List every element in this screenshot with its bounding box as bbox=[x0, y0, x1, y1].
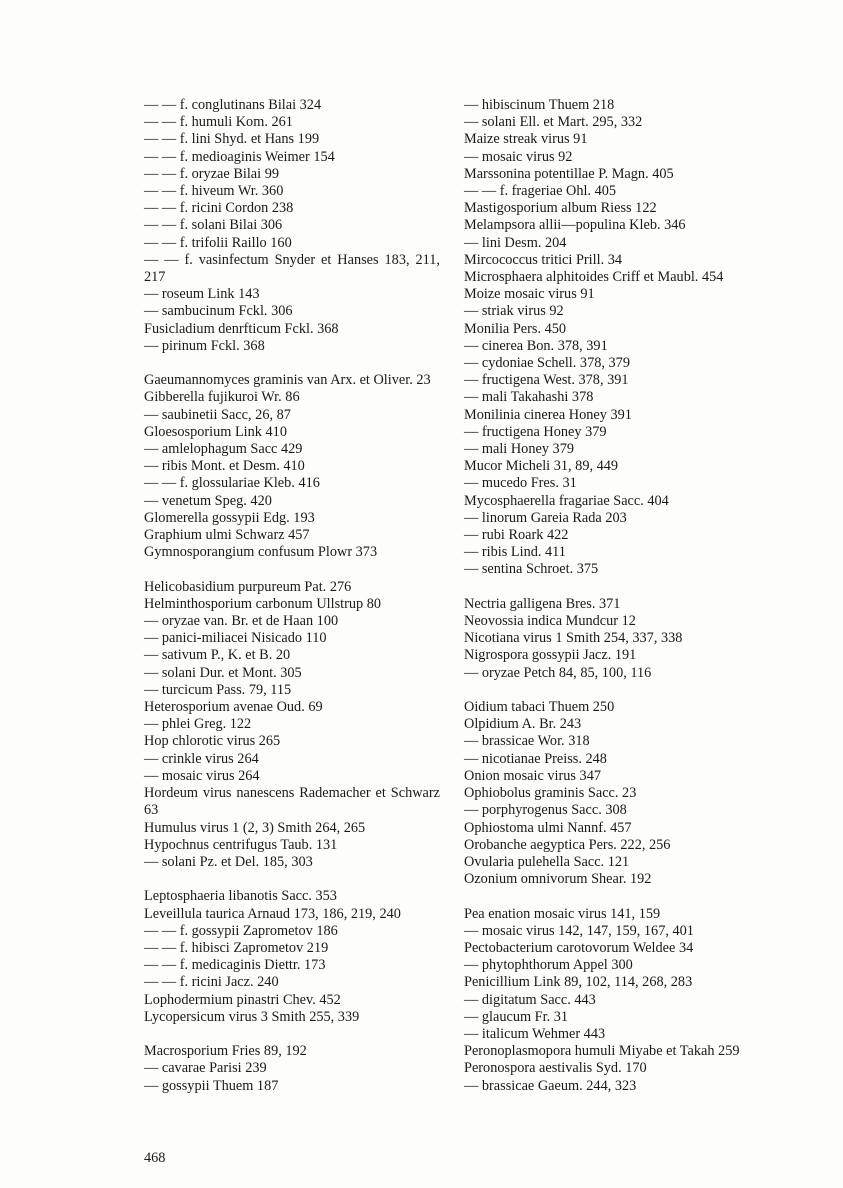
index-entry: Ozonium omnivorum Shear. 192 bbox=[464, 871, 652, 888]
index-entry: Gymnosporangium confusum Plowr 373 bbox=[144, 544, 378, 561]
index-entry: — sativum P., K. et B. 20 bbox=[144, 647, 291, 664]
index-entry: Helicobasidium purpureum Pat. 276 bbox=[144, 578, 352, 595]
index-entry: Mastigosporium album Riess 122 bbox=[464, 200, 657, 217]
index-entry: — — f. hiveum Wr. 360 bbox=[144, 183, 284, 200]
index-entry: Neovossia indica Mundcur 12 bbox=[464, 613, 636, 630]
index-entry: Olpidium A. Br. 243 bbox=[464, 716, 582, 733]
index-entry: — mali Takahashi 378 bbox=[464, 389, 594, 406]
index-entry: Peronoplasmopora humuli Miyabe et Takah 259 bbox=[464, 1043, 740, 1060]
index-entry: Heterosporium avenae Oud. 69 bbox=[144, 699, 323, 716]
index-entry: — sambucinum Fckl. 306 bbox=[144, 303, 293, 320]
index-entry: — nicotianae Preiss. 248 bbox=[464, 750, 607, 767]
index-entry: — lini Desm. 204 bbox=[464, 234, 567, 251]
index-entry: Onion mosaic virus 347 bbox=[464, 767, 602, 784]
index-entry: Pectobacterium carotovorum Weldee 34 bbox=[464, 939, 694, 956]
index-entry: — — f. vasinfectum Snyder et Hanses 183, 211, 217 bbox=[144, 251, 440, 286]
index-entry: — brassicae Wor. 318 bbox=[464, 733, 590, 750]
index-entry: — — f. medicaginis Diettr. 173 bbox=[144, 957, 326, 974]
index-entry: — roseum Link 143 bbox=[144, 286, 260, 303]
index-entry: Lophodermium pinastri Chev. 452 bbox=[144, 991, 341, 1008]
index-entry: — — f. trifolii Raillo 160 bbox=[144, 234, 292, 251]
index-entry: Mircococcus tritici Prill. 34 bbox=[464, 251, 623, 268]
index-entry: — sentina Schroet. 375 bbox=[464, 561, 599, 578]
index-entry: — hibiscinum Thuem 218 bbox=[464, 97, 615, 113]
index-entry: — amlelophagum Sacc 429 bbox=[144, 441, 303, 458]
index-entry: Nectria galligena Bres. 371 bbox=[464, 595, 621, 612]
section-gap bbox=[144, 355, 440, 372]
index-column-right bbox=[464, 97, 770, 1095]
index-entry: Ophiostoma ulmi Nannf. 457 bbox=[464, 819, 632, 836]
index-entry: Humulus virus 1 (2, 3) Smith 264, 265 bbox=[144, 819, 366, 836]
index-entry: Maize streak virus 91 bbox=[464, 131, 588, 148]
index-entry: — fructigena Honey 379 bbox=[464, 423, 607, 440]
section-gap bbox=[464, 682, 770, 699]
index-entry: Moize mosaic virus 91 bbox=[464, 286, 595, 303]
index-entry: Marssonina potentillae P. Magn. 405 bbox=[464, 165, 674, 182]
index-entry: — phytophthorum Appel 300 bbox=[464, 957, 633, 974]
index-entry: — cinerea Bon. 378, 391 bbox=[464, 337, 608, 354]
index-entry: Hypochnus centrifugus Taub. 131 bbox=[144, 836, 338, 853]
index-entry: — brassicae Gaeum. 244, 323 bbox=[464, 1077, 637, 1094]
index-entry: — venetum Speg. 420 bbox=[144, 492, 272, 509]
index-entry: Graphium ulmi Schwarz 457 bbox=[144, 527, 310, 544]
index-entry: — crinkle virus 264 bbox=[144, 750, 259, 767]
section-gap bbox=[144, 1026, 440, 1043]
index-entry: — — f. humuli Kom. 261 bbox=[144, 114, 293, 131]
index-entry: Gaeumannomyces graminis van Arx. et Oliver. 23 bbox=[144, 372, 431, 389]
index-entry: Mycosphaerella fragariae Sacc. 404 bbox=[464, 492, 669, 509]
index-entry: — mucedo Fres. 31 bbox=[464, 475, 577, 492]
index-entry: — linorum Gareia Rada 203 bbox=[464, 509, 627, 526]
index-entry: — — f. conglutinans Bilai 324 bbox=[144, 97, 322, 113]
index-entry: — — f. ricini Cordon 238 bbox=[144, 200, 294, 217]
index-entry: Macrosporium Fries 89, 192 bbox=[144, 1043, 307, 1060]
index-entry: Leveillula taurica Arnaud 173, 186, 219, 240 bbox=[144, 905, 401, 922]
index-entry: — italicum Wehmer 443 bbox=[464, 1025, 606, 1042]
index-entry: — — f. lini Shyd. et Hans 199 bbox=[144, 131, 320, 148]
index-entry: Oidium tabaci Thuem 250 bbox=[464, 699, 615, 716]
index-entry: Ovularia pulehella Sacc. 121 bbox=[464, 853, 630, 870]
index-entry: Peronospora aestivalis Syd. 170 bbox=[464, 1060, 647, 1077]
index-entry: — fructigena West. 378, 391 bbox=[464, 372, 629, 389]
index-entry: — — f. frageriae Ohl. 405 bbox=[464, 183, 617, 200]
index-entry: Penicillium Link 89, 102, 114, 268, 283 bbox=[464, 974, 693, 991]
index-entry: Monilia Pers. 450 bbox=[464, 320, 567, 337]
index-entry: — solani Ell. et Mart. 295, 332 bbox=[464, 114, 643, 131]
index-entry: — rubi Roark 422 bbox=[464, 527, 569, 544]
index-entry: Monilinia cinerea Honey 391 bbox=[464, 406, 632, 423]
index-entry: Fusicladium denrfticum Fckl. 368 bbox=[144, 320, 339, 337]
page-number: 468 bbox=[144, 1150, 166, 1166]
index-entry: Nigrospora gossypii Jacz. 191 bbox=[464, 647, 637, 664]
index-entry: Hordeum virus nanescens Rademacher et Schwarz 63 bbox=[144, 785, 440, 819]
index-entry: — porphyrogenus Sacc. 308 bbox=[464, 802, 627, 819]
index-entry: — striak virus 92 bbox=[464, 303, 564, 320]
index-entry: — — f. oryzae Bilai 99 bbox=[144, 165, 279, 182]
index-entry: Glomerella gossypii Edg. 193 bbox=[144, 509, 315, 526]
index-entry: — gossypii Thuem 187 bbox=[144, 1077, 279, 1094]
section-gap bbox=[144, 561, 440, 578]
section-gap bbox=[464, 888, 770, 905]
index-entry: — — f. medioaginis Weimer 154 bbox=[144, 148, 335, 165]
section-gap bbox=[464, 579, 770, 596]
index-entry: — mosaic virus 92 bbox=[464, 148, 573, 165]
index-entry: — mali Honey 379 bbox=[464, 441, 574, 458]
section-gap bbox=[144, 871, 440, 888]
index-entry: — mosaic virus 142, 147, 159, 167, 401 bbox=[464, 922, 694, 939]
index-entry: Hop chlorotic virus 265 bbox=[144, 733, 281, 750]
index-entry: — turcicum Pass. 79, 115 bbox=[144, 681, 292, 698]
index-entry: Melampsora allii—populina Kleb. 346 bbox=[464, 217, 686, 234]
index-entry: Lycopersicum virus 3 Smith 255, 339 bbox=[144, 1008, 360, 1025]
index-entry: — cydoniae Schell. 378, 379 bbox=[464, 355, 630, 372]
index-entry: — phlei Greg. 122 bbox=[144, 716, 252, 733]
index-entry: Orobanche aegyptica Pers. 222, 256 bbox=[464, 836, 671, 853]
index-entry: — saubinetii Sacc, 26, 87 bbox=[144, 406, 291, 423]
index-entry: Gloesosporium Link 410 bbox=[144, 423, 287, 440]
index-entry: — — f. hibisci Zaprometov 219 bbox=[144, 939, 329, 956]
index-entry: Pea enation mosaic virus 141, 159 bbox=[464, 905, 661, 922]
index-entry: — digitatum Sacc. 443 bbox=[464, 991, 596, 1008]
index-entry: — oryzae Petch 84, 85, 100, 116 bbox=[464, 664, 652, 681]
index-entry: — cavarae Parisi 239 bbox=[144, 1060, 267, 1077]
index-entry: — panici-miliacei Nisicado 110 bbox=[144, 630, 327, 647]
index-entry: — solani Pz. et Del. 185, 303 bbox=[144, 853, 313, 870]
index-entry: — — f. solani Bilai 306 bbox=[144, 217, 283, 234]
index-entry: — pirinum Fckl. 368 bbox=[144, 337, 265, 354]
index-entry: Nicotiana virus 1 Smith 254, 337, 338 bbox=[464, 630, 683, 647]
index-entry: — solani Dur. et Mont. 305 bbox=[144, 664, 302, 681]
index-column-left bbox=[144, 97, 440, 1095]
index-entry: Mucor Micheli 31, 89, 449 bbox=[464, 458, 619, 475]
index-entry: — mosaic virus 264 bbox=[144, 767, 260, 784]
index-entry: — oryzae van. Br. et de Haan 100 bbox=[144, 613, 339, 630]
index-entry: — ribis Lind. 411 bbox=[464, 544, 566, 561]
index-entry: — — f. glossulariae Kleb. 416 bbox=[144, 475, 320, 492]
index-entry: Ophiobolus graminis Sacc. 23 bbox=[464, 785, 637, 802]
index-entry: — ribis Mont. et Desm. 410 bbox=[144, 458, 305, 475]
index-entry: Microsphaera alphitoides Criff et Maubl. 454 bbox=[464, 269, 724, 286]
index-entry: Leptosphaeria libanotis Sacc. 353 bbox=[144, 888, 337, 905]
index-entry: Gibberella fujikuroi Wr. 86 bbox=[144, 389, 300, 406]
index-entry: — — f. gossypii Zaprometov 186 bbox=[144, 922, 338, 939]
index-entry: Helminthosporium carbonum Ullstrup 80 bbox=[144, 595, 382, 612]
index-entry: — — f. ricini Jacz. 240 bbox=[144, 974, 279, 991]
index-entry: — glaucum Fr. 31 bbox=[464, 1008, 569, 1025]
